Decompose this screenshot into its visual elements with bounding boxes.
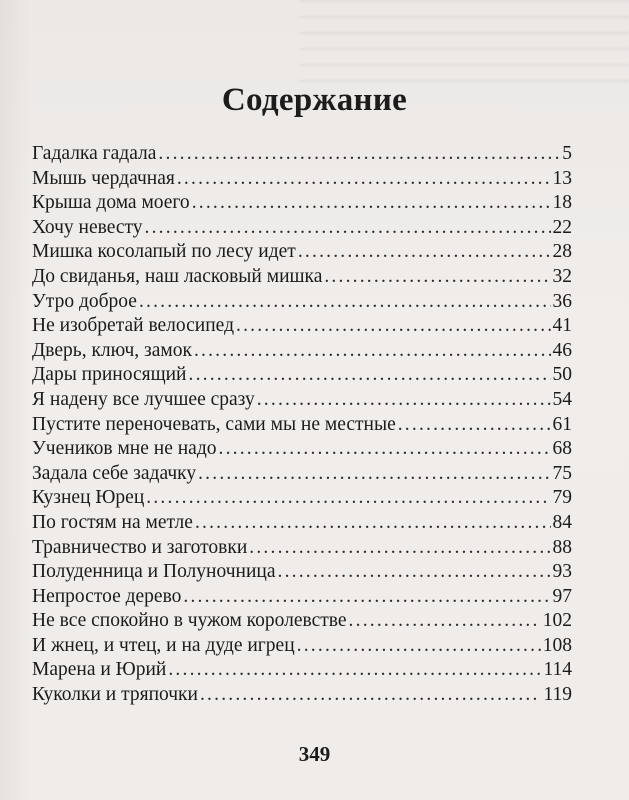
toc-entry-page: 75	[552, 462, 572, 484]
dot-leader	[236, 314, 551, 339]
toc-entry-page: 114	[543, 659, 572, 681]
toc-entry	[32, 363, 572, 388]
toc-entry-title: И жнец, и чтец, и на дуде игрец	[32, 634, 295, 656]
dot-leader	[158, 142, 560, 167]
toc-entry	[32, 462, 572, 487]
toc-entry-title: Непростое дерево	[32, 585, 182, 607]
toc-entry	[32, 142, 572, 167]
toc-entry	[32, 290, 572, 315]
show-through-text	[300, 0, 629, 95]
toc-entry-page: 41	[552, 315, 572, 337]
dot-leader	[349, 609, 541, 634]
dot-leader	[249, 536, 550, 561]
dot-leader	[168, 658, 541, 683]
toc-entry-page: 32	[552, 265, 572, 287]
toc-entry	[32, 560, 572, 585]
toc-entry-title: Кузнец Юрец	[32, 487, 145, 509]
toc-entry-title: Не изобретай велосипед	[32, 315, 234, 337]
toc-entry-title: Задала себе задачку	[32, 462, 197, 484]
dot-leader	[298, 240, 551, 265]
toc-entry-page: 102	[542, 610, 572, 632]
toc-entry-page: 18	[552, 192, 572, 214]
toc-entry	[32, 683, 572, 708]
toc-entry-page: 88	[552, 536, 572, 558]
page-number: 349	[298, 742, 331, 766]
toc-entry-title: Пустите переночевать, сами мы не местные	[32, 413, 396, 435]
dot-leader	[324, 265, 550, 290]
dot-leader	[183, 585, 550, 610]
toc-entry-title: По гостям на метле	[32, 511, 193, 533]
dot-leader	[194, 339, 551, 364]
dot-leader	[139, 290, 551, 315]
toc-entry	[32, 413, 572, 438]
page-title: Содержание	[221, 82, 408, 118]
toc-entry-page: 93	[552, 561, 572, 583]
toc-entry-page: 119	[543, 684, 572, 706]
dot-leader	[189, 363, 551, 388]
toc-entry-title: Не все спокойно в чужом королевстве	[32, 610, 347, 632]
toc-entry	[32, 437, 572, 462]
toc-entry-page: 36	[552, 290, 572, 312]
toc-entry-page: 68	[552, 438, 572, 460]
toc-entry	[32, 388, 572, 413]
dot-leader	[146, 486, 550, 511]
toc-entry	[32, 265, 572, 290]
toc-entry-page: 61	[552, 413, 572, 435]
dot-leader	[257, 388, 551, 413]
toc-entry-title: Мишка косолапый по лесу идет	[32, 241, 296, 263]
toc-entry-title: Дары приносящий	[32, 364, 187, 386]
dot-leader	[200, 683, 541, 708]
toc-entry	[32, 658, 572, 683]
toc-entry	[32, 536, 572, 561]
toc-entry-title: Полуденница и Полуночница	[32, 561, 276, 583]
toc-entry-page: 108	[542, 634, 572, 656]
toc-entry	[32, 634, 572, 659]
toc-entry-page: 50	[552, 364, 572, 386]
dot-leader	[177, 167, 551, 192]
toc-entry-title: Марена и Юрий	[32, 659, 167, 681]
toc-entry-title: Утро доброе	[32, 290, 137, 312]
dot-leader	[219, 437, 551, 462]
toc-entry-title: Куколки и тряпочки	[32, 684, 198, 706]
toc-entry-page: 54	[552, 388, 572, 410]
toc-entry	[32, 486, 572, 511]
toc-entry	[32, 339, 572, 364]
toc-entry-title: Учеников мне не надо	[32, 438, 217, 460]
table-of-contents	[32, 142, 572, 708]
toc-entry-title: Хочу невесту	[32, 216, 143, 238]
toc-entry-page: 22	[552, 216, 572, 238]
toc-entry	[32, 216, 572, 241]
toc-entry	[32, 314, 572, 339]
toc-entry	[32, 511, 572, 536]
toc-entry-page: 84	[552, 511, 572, 533]
toc-entry-page: 13	[552, 167, 572, 189]
toc-entry-page: 79	[552, 487, 572, 509]
toc-entry-title: Я надену все лучшее сразу	[32, 388, 255, 410]
dot-leader	[278, 560, 551, 585]
toc-entry-page: 97	[552, 585, 572, 607]
toc-entry	[32, 167, 572, 192]
toc-entry-page: 46	[552, 339, 572, 361]
toc-entry	[32, 609, 572, 634]
toc-entry-title: Крыша дома моего	[32, 192, 190, 214]
dot-leader	[145, 216, 551, 241]
toc-entry-title: Дверь, ключ, замок	[32, 339, 192, 361]
toc-entry-title: Гадалка гадала	[32, 143, 157, 164]
toc-entry-title: Мышь чердачная	[32, 167, 175, 189]
toc-entry-title: Травничество и заготовки	[32, 536, 248, 558]
dot-leader	[195, 511, 551, 536]
toc-entry-page: 28	[552, 241, 572, 263]
toc-entry	[32, 191, 572, 216]
toc-entry	[32, 240, 572, 265]
dot-leader	[398, 413, 551, 438]
toc-entry-page: 5	[562, 143, 572, 164]
dot-leader	[192, 191, 551, 216]
dot-leader	[198, 462, 550, 487]
toc-entry	[32, 585, 572, 610]
toc-entry-title: До свиданья, наш ласковый мишка	[32, 265, 323, 287]
dot-leader	[297, 634, 541, 659]
